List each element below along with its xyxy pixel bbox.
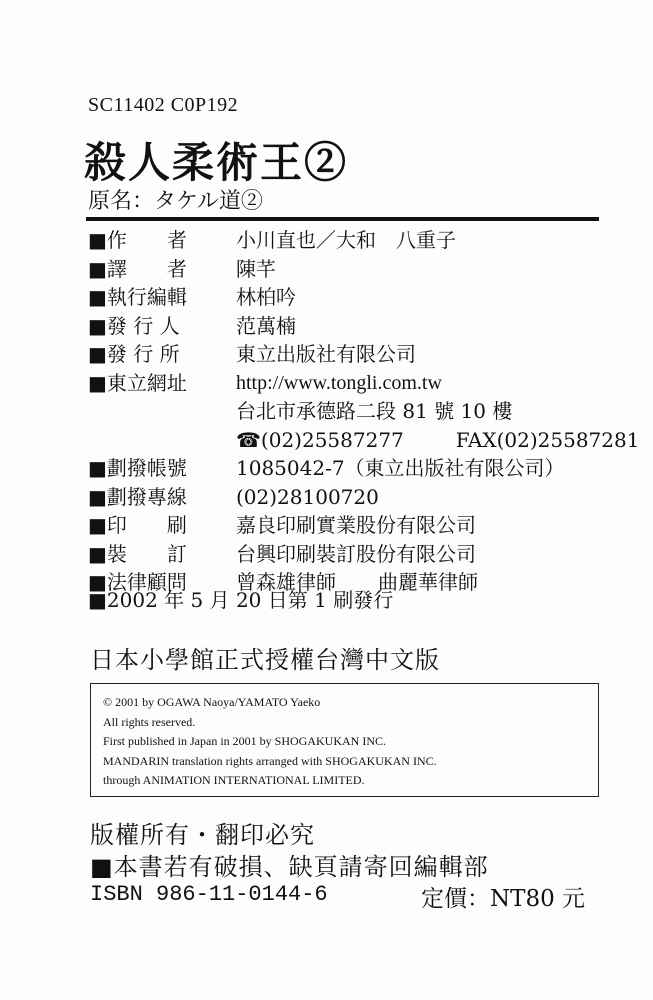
copyright-line: MANDARIN translation rights arranged with SHOGAKUKAN INC. (103, 753, 437, 768)
price: 定價：NT80 元 (421, 886, 586, 912)
credit-value: 台興印刷裝訂股份有限公司 (236, 541, 476, 566)
copyright-line: through ANIMATION INTERNATIONAL LIMITED. (103, 773, 365, 787)
credit-label: ■法律顧問 (88, 570, 187, 594)
credit-value: 陳芊 (236, 256, 276, 281)
copyright-line: © 2001 by OGAWA Naoya/YAMATO Yaeko (103, 695, 321, 709)
original-title: 原名：タケル道② (88, 189, 263, 214)
credit-row-account (88, 454, 608, 483)
credit-label: ■譯 者 (88, 256, 187, 281)
credit-row-binder (88, 540, 608, 569)
credit-row-hotline (88, 483, 608, 512)
fax: FAX(02)25587281 (455, 427, 640, 452)
credits-list (88, 226, 640, 597)
credit-row-author (88, 226, 608, 255)
credit-value: 林柏吟 (236, 285, 296, 309)
credit-label: ■作 者 (88, 228, 187, 252)
website-url: http://www.tongli.com.tw (236, 371, 442, 394)
copyright-line: All rights reserved. (103, 714, 196, 729)
credit-label: ■執行編輯 (88, 285, 187, 309)
address-row (88, 397, 608, 426)
credit-value: (02)28100720 (236, 484, 379, 509)
credit-label: ■劃撥帳號 (88, 456, 187, 480)
credit-label: ■劃撥專線 (88, 484, 187, 509)
phone-fax-row (88, 426, 640, 455)
isbn: ISBN 986-11-0144-6 (90, 882, 328, 907)
catalog-code: SC11402 C0P192 (88, 94, 239, 116)
address: 台北市承德路二段 81 號 10 樓 (236, 399, 513, 423)
credit-value: 范萬楠 (236, 313, 296, 338)
authorization-statement: 日本小學館正式授權台灣中文版 (90, 646, 440, 674)
credit-value: 嘉良印刷實業股份有限公司 (236, 513, 476, 537)
print-date: ■2002 年 5 月 20 日第 1 刷發行 (88, 588, 394, 612)
book-title: 殺人柔術王② (84, 138, 349, 187)
credit-value: 1085042-7（東立出版社有限公司） (236, 456, 565, 480)
credit-label: ■發 行 所 (88, 342, 180, 366)
credit-value: 小川直也／大和 八重子 (236, 228, 456, 252)
copyright-line: First published in Japan in 2001 by SHOGAKUKAN INC. (103, 734, 386, 748)
lawyer-name: 曲麗華律師 (378, 570, 478, 594)
rights-reserved: 版權所有・翻印必究 (90, 821, 315, 849)
lawyer-name: 曾森雄律師 (236, 570, 336, 594)
divider-rule (86, 217, 599, 221)
credit-label: ■印 刷 (88, 513, 187, 537)
credit-row-printer (88, 511, 608, 540)
credit-row-website (88, 369, 608, 398)
credit-row-publisher (88, 340, 608, 369)
credit-label: ■裝 訂 (88, 541, 187, 566)
credit-row-editor (88, 283, 608, 312)
credit-row-publisher-person (88, 312, 608, 341)
credit-label: ■東立網址 (88, 370, 187, 395)
copyright-box (90, 683, 599, 797)
telephone: ☎(02)25587277 (236, 427, 404, 452)
credit-row-translator (88, 255, 608, 284)
credit-value: 東立出版社有限公司 (236, 342, 416, 366)
credit-label: ■發 行 人 (88, 313, 180, 338)
damage-notice: ■本書若有破損、缺頁請寄回編輯部 (90, 853, 489, 881)
